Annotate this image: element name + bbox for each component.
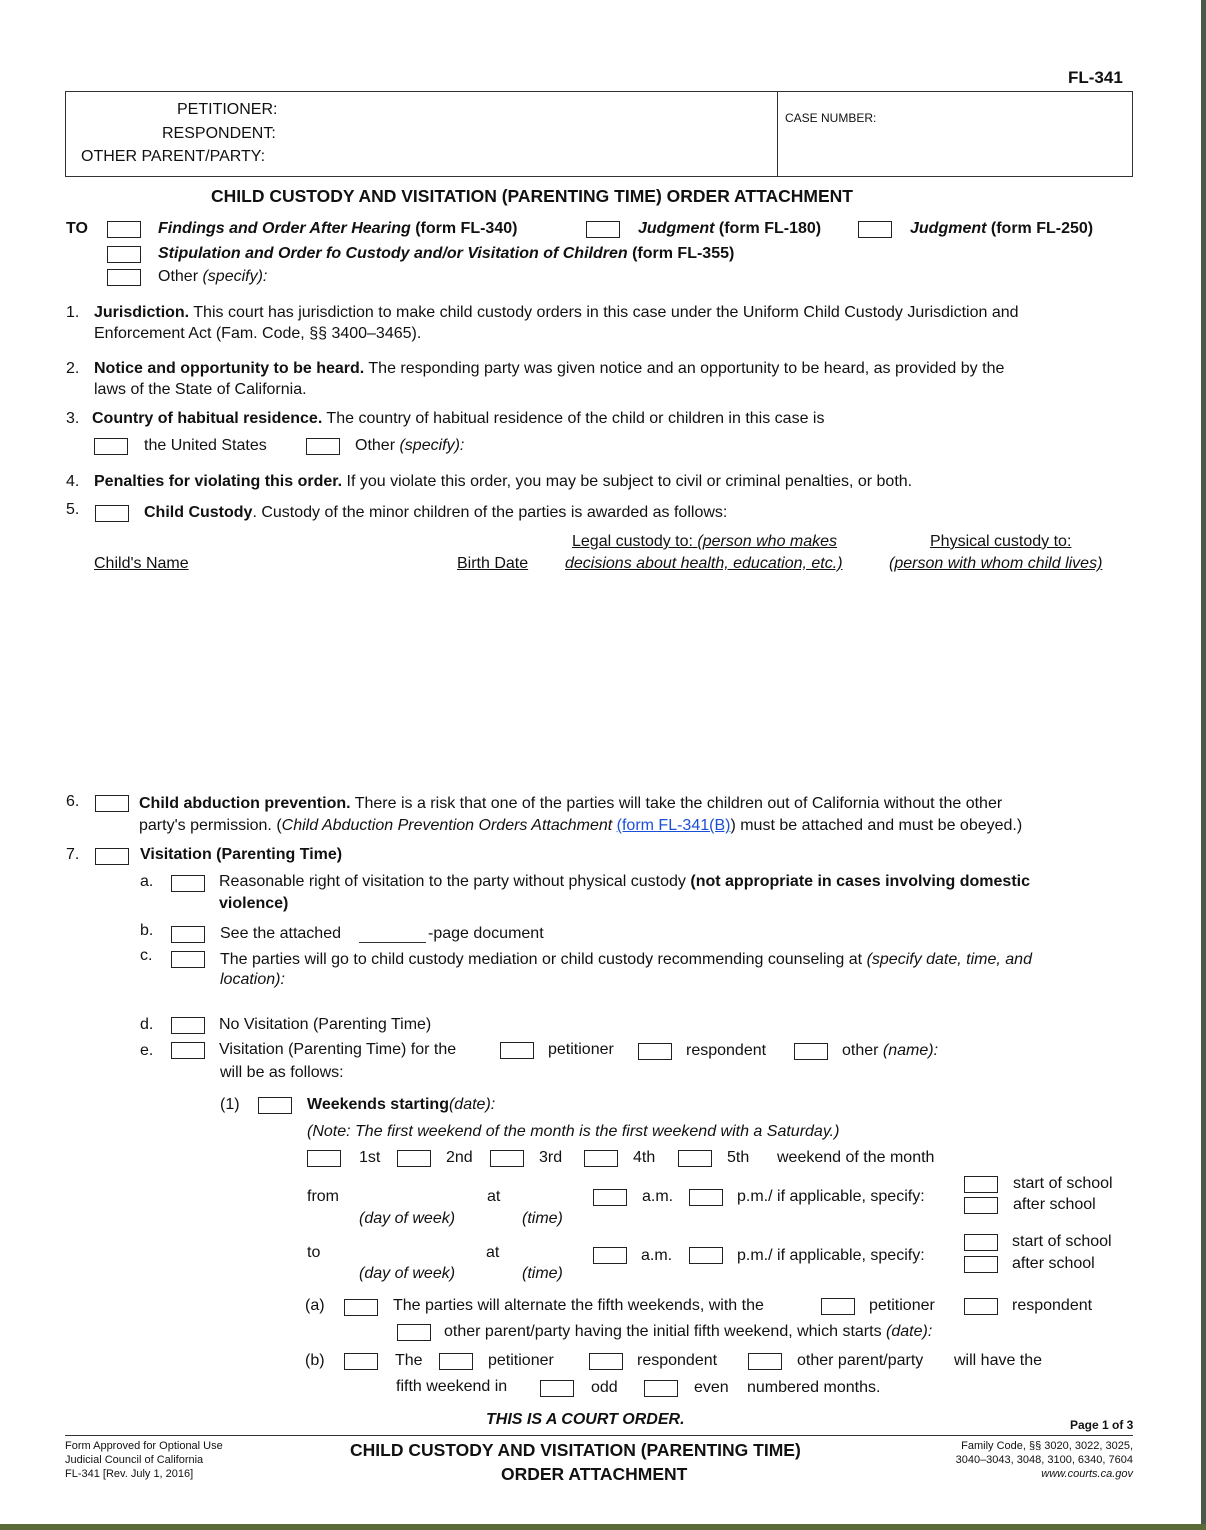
legal-custody-header-1: Legal custody to: (person who makes: [572, 533, 838, 550]
weekends-number: (1): [220, 1096, 240, 1113]
visitation-other-checkbox[interactable]: [794, 1043, 828, 1060]
fifth-weekend-in-label: fifth weekend in: [396, 1378, 508, 1395]
weekends-note: (Note: The first weekend of the month is the first weekend with a Saturday.): [307, 1123, 840, 1140]
to-findings-checkbox[interactable]: [107, 221, 141, 238]
alternate-text-2: other parent/party having the initial fifth weekend, which starts (date):: [444, 1323, 933, 1340]
item-2-line-2: laws of the State of California.: [94, 381, 307, 398]
weekend-2nd-label: 2nd: [446, 1149, 473, 1166]
reasonable-visitation-checkbox[interactable]: [171, 875, 205, 892]
item-1-number: 1.: [66, 304, 80, 321]
item-4-text: Penalties for violating this order. If you violate this order, you may be subject to civil or criminal penalties, or both.: [94, 473, 913, 490]
item-4-number: 4.: [66, 473, 80, 490]
item-7b-label: b.: [140, 922, 154, 939]
respondent-label: RESPONDENT:: [162, 125, 276, 142]
weekend-of-month-label: weekend of the month: [777, 1149, 935, 1166]
case-number-label: CASE NUMBER:: [785, 111, 877, 125]
visitation-other-label: other (name):: [842, 1042, 939, 1059]
visitation-petitioner-label: petitioner: [548, 1041, 614, 1058]
page-number: Page 1 of 3: [1070, 1418, 1134, 1432]
item-7a-line-1: Reasonable right of visitation to the party without physical custody (not appropriate in cases involving domestic: [219, 873, 1030, 890]
even-months-label: even: [694, 1379, 729, 1396]
to-other-label: Other (specify):: [158, 268, 268, 285]
physical-custody-header-2: (person with whom child lives): [889, 555, 1103, 572]
visitation-petitioner-checkbox[interactable]: [500, 1042, 534, 1059]
alternate-petitioner-checkbox[interactable]: [821, 1298, 855, 1315]
to-am-label: a.m.: [641, 1247, 673, 1264]
to-time-label: (time): [522, 1265, 563, 1282]
from-pm-checkbox[interactable]: [689, 1189, 723, 1206]
form-title: CHILD CUSTODY AND VISITATION (PARENTING TIME) ORDER ATTACHMENT: [211, 186, 853, 206]
fifth-weekend-label: (b): [305, 1352, 325, 1369]
to-after-school-label: after school: [1012, 1255, 1095, 1272]
item-7c-line-2: location):: [220, 971, 285, 988]
fifth-petitioner-label: petitioner: [488, 1352, 554, 1369]
to-label-weekend: to: [307, 1244, 321, 1261]
odd-months-label: odd: [591, 1379, 618, 1396]
form-id: FL-341: [1068, 68, 1123, 87]
weekend-1st-label: 1st: [359, 1149, 381, 1166]
visitation-for-checkbox[interactable]: [171, 1042, 205, 1059]
item-3-number: 3.: [66, 410, 80, 427]
child-name-header: Child's Name: [94, 555, 189, 572]
alternate-label: (a): [305, 1297, 325, 1314]
footer-left-1: Form Approved for Optional Use: [65, 1440, 223, 1452]
item-3-line-1: Country of habitual residence. The country of habitual residence of the child or children in this case is: [92, 410, 825, 427]
to-findings-label: Findings and Order After Hearing (form FL-340): [158, 220, 518, 237]
item-7e-text: Visitation (Parenting Time) for the: [219, 1041, 457, 1058]
to-after-school-checkbox[interactable]: [964, 1256, 998, 1273]
item-7a-label: a.: [140, 873, 154, 890]
legal-custody-header-2: decisions about health, education, etc.): [565, 555, 843, 572]
fifth-respondent-label: respondent: [637, 1352, 718, 1369]
footer-right-2: 3040–3043, 3048, 3100, 6340, 7604: [955, 1454, 1133, 1466]
country-us-label: the United States: [144, 437, 267, 454]
no-visitation-checkbox[interactable]: [171, 1017, 205, 1034]
fifth-weekend-checkbox[interactable]: [344, 1353, 378, 1370]
country-us-checkbox[interactable]: [94, 438, 128, 455]
page-count-blank[interactable]: [359, 942, 426, 943]
odd-months-checkbox[interactable]: [540, 1380, 574, 1397]
item-7a-line-2: violence): [219, 895, 289, 912]
country-other-label: Other (specify):: [355, 437, 465, 454]
item-5-text: Child Custody. Custody of the minor children of the parties is awarded as follows:: [144, 504, 728, 521]
item-7d-text: No Visitation (Parenting Time): [219, 1016, 432, 1033]
fifth-will-have-label: will have the: [954, 1352, 1043, 1369]
item-7b-text-2: -page document: [428, 925, 544, 942]
weekend-5th-checkbox[interactable]: [678, 1150, 712, 1167]
item-1-line-1: Jurisdiction. This court has jurisdiction to make child custody orders in this case under the Uniform Child Custody Jurisdiction and: [94, 304, 1019, 321]
alternate-respondent-label: respondent: [1012, 1297, 1093, 1314]
to-day-of-week-label: (day of week): [359, 1265, 456, 1282]
item-7-number: 7.: [66, 846, 80, 863]
to-pm-checkbox[interactable]: [689, 1247, 723, 1264]
item-7e-text-2: will be as follows:: [220, 1064, 344, 1081]
alternate-text: The parties will alternate the fifth weekends, with the: [393, 1297, 764, 1314]
physical-custody-header-1: Physical custody to:: [930, 533, 1072, 550]
visitation-respondent-checkbox[interactable]: [638, 1043, 672, 1060]
from-start-school-checkbox[interactable]: [964, 1176, 998, 1193]
caption-divider: [777, 91, 778, 177]
visitation-respondent-label: respondent: [686, 1042, 767, 1059]
from-at-label: at: [487, 1188, 501, 1205]
weekends-heading: Weekends starting(date):: [307, 1096, 496, 1113]
weekend-1st-checkbox[interactable]: [307, 1150, 341, 1167]
weekend-2nd-checkbox[interactable]: [397, 1150, 431, 1167]
form-fl-341b-link[interactable]: (form FL-341(B): [616, 817, 731, 834]
fifth-other-label: other parent/party: [797, 1352, 924, 1369]
weekend-4th-label: 4th: [633, 1149, 656, 1166]
to-stipulation-checkbox[interactable]: [107, 246, 141, 263]
other-party-label: OTHER PARENT/PARTY:: [81, 148, 266, 165]
weekend-3rd-checkbox[interactable]: [490, 1150, 524, 1167]
footer-title-1: CHILD CUSTODY AND VISITATION (PARENTING TIME): [350, 1440, 801, 1460]
item-2-line-1: Notice and opportunity to be heard. The responding party was given notice and an opportunity to be heard, as provided by the: [94, 360, 1005, 377]
footer-title-2: ORDER ATTACHMENT: [501, 1464, 688, 1484]
footer-right-3[interactable]: www.courts.ca.gov: [1041, 1468, 1133, 1480]
fifth-the-label: The: [395, 1352, 423, 1369]
from-am-label: a.m.: [642, 1188, 674, 1205]
item-6-number: 6.: [66, 793, 80, 810]
alternate-other-checkbox[interactable]: [397, 1324, 431, 1341]
abduction-prevention-checkbox[interactable]: [95, 795, 129, 812]
from-pm-label: p.m./ if applicable, specify:: [737, 1188, 925, 1205]
alternate-respondent-checkbox[interactable]: [964, 1298, 998, 1315]
weekends-checkbox[interactable]: [258, 1097, 292, 1114]
weekend-3rd-label: 3rd: [539, 1149, 563, 1166]
fifth-petitioner-checkbox[interactable]: [439, 1353, 473, 1370]
alternate-petitioner-label: petitioner: [869, 1297, 935, 1314]
footer-right-1: Family Code, §§ 3020, 3022, 3025,: [961, 1440, 1133, 1452]
even-months-checkbox[interactable]: [644, 1380, 678, 1397]
attached-document-checkbox[interactable]: [171, 926, 205, 943]
to-judgment-250-label: Judgment (form FL-250): [910, 220, 1094, 237]
court-order-notice: THIS IS A COURT ORDER.: [486, 1411, 685, 1428]
numbered-months-label: numbered months.: [747, 1379, 881, 1396]
from-label: from: [307, 1188, 339, 1205]
to-am-checkbox[interactable]: [593, 1247, 627, 1264]
page-edge-bottom: [0, 1524, 1206, 1530]
item-2-number: 2.: [66, 360, 80, 377]
to-start-school-checkbox[interactable]: [964, 1234, 998, 1251]
mediation-checkbox[interactable]: [171, 951, 205, 968]
footer-left-2: Judicial Council of California: [65, 1454, 204, 1466]
item-7-heading: Visitation (Parenting Time): [140, 846, 343, 863]
petitioner-label: PETITIONER:: [177, 101, 278, 118]
from-day-of-week-label: (day of week): [359, 1210, 456, 1227]
birth-date-header: Birth Date: [457, 555, 529, 572]
fifth-respondent-checkbox[interactable]: [589, 1353, 623, 1370]
to-other-checkbox[interactable]: [107, 269, 141, 286]
to-judgment-250-checkbox[interactable]: [858, 221, 892, 238]
child-custody-checkbox[interactable]: [95, 505, 129, 522]
item-7c-line-1: The parties will go to child custody mediation or child custody recommending counseling at (specify date, time, and: [220, 951, 1032, 968]
to-stipulation-label: Stipulation and Order fo Custody and/or Visitation of Children (form FL-355): [158, 245, 735, 262]
to-pm-label: p.m./ if applicable, specify:: [737, 1247, 925, 1264]
to-at-label: at: [486, 1244, 500, 1261]
from-start-school-label: start of school: [1013, 1175, 1113, 1192]
item-5-number: 5.: [66, 501, 80, 518]
to-label: TO: [66, 220, 88, 237]
to-judgment-180-checkbox[interactable]: [586, 221, 620, 238]
to-start-school-label: start of school: [1012, 1233, 1112, 1250]
item-1-line-2: Enforcement Act (Fam. Code, §§ 3400–3465).: [94, 325, 422, 342]
item-6-line-1: Child abduction prevention. There is a risk that one of the parties will take the children out of California without the other: [139, 795, 1003, 812]
footer-rule: [65, 1435, 1133, 1436]
item-6-line-2: party's permission. (Child Abduction Prevention Orders Attachment (form FL-341(B)) must be attached and must be obeyed.): [139, 817, 1023, 834]
from-after-school-label: after school: [1013, 1196, 1096, 1213]
item-7e-label: e.: [140, 1042, 154, 1059]
visitation-checkbox[interactable]: [95, 848, 129, 865]
item-7b-text-1: See the attached: [220, 925, 341, 942]
footer-left-3: FL-341 [Rev. July 1, 2016]: [65, 1468, 194, 1480]
weekend-4th-checkbox[interactable]: [584, 1150, 618, 1167]
country-other-checkbox[interactable]: [306, 438, 340, 455]
from-after-school-checkbox[interactable]: [964, 1197, 998, 1214]
item-7d-label: d.: [140, 1016, 154, 1033]
item-7c-label: c.: [140, 947, 153, 964]
weekend-5th-label: 5th: [727, 1149, 750, 1166]
page-edge-right: [1201, 0, 1206, 1530]
fifth-other-checkbox[interactable]: [748, 1353, 782, 1370]
from-am-checkbox[interactable]: [593, 1189, 627, 1206]
from-time-label: (time): [522, 1210, 563, 1227]
to-judgment-180-label: Judgment (form FL-180): [638, 220, 822, 237]
alternate-checkbox[interactable]: [344, 1299, 378, 1316]
